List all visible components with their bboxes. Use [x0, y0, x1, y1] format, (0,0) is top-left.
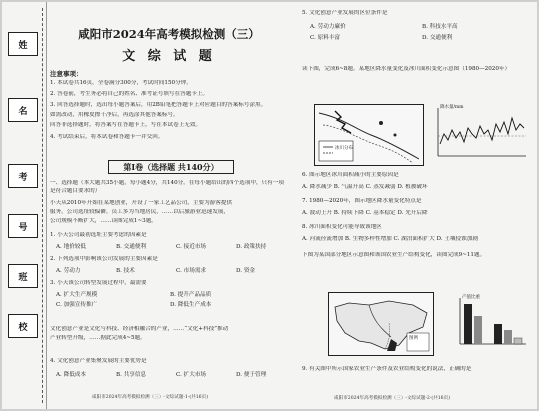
page-footer-right: 咸阳市2024年高考模拟检测（三）-文综试题-2-(共16页)	[334, 396, 450, 401]
q3-option-d: D. 降低生产成本	[170, 302, 212, 308]
note-line: 回答非选择题时，将答案写在答题卡上，写在本试卷上无效。	[50, 122, 202, 128]
right-column	[302, 6, 534, 408]
intro-line: 公司规模不断扩大，……读图完成1~3题。	[50, 218, 157, 224]
agriculture-bar-chart	[454, 294, 530, 354]
question-3: 3. 小天该公司转型发展过程中，最需要	[50, 280, 147, 286]
binding-cut-line	[42, 8, 43, 403]
question-2: 2. 下列选项中影响该公司发展的主要因素是	[50, 256, 158, 262]
passage-line: 文化创意产业是文化与科技、经济相融合的产业，……“文化+科技”推动	[50, 326, 229, 332]
q4-option-b: B. 共享信息	[116, 372, 147, 378]
binding-field-exam-1: 考	[8, 164, 38, 188]
exam-header: 咸阳市2024年高考模拟检测（三）	[78, 27, 260, 41]
q1-option-d: D. 政策扶持	[236, 244, 267, 250]
glacier-map-drawing	[315, 105, 423, 165]
q1-option-a: A. 地价较低	[56, 244, 86, 250]
question-8: 8. 冰川面积变化可能导致该地区	[302, 224, 382, 230]
intro-line: 一、选择题（本大题共35小题，每小题4分，共140分。在每小题给出的四个选项中，只有一项	[50, 180, 284, 186]
precipitation-chart	[430, 104, 530, 164]
binding-margin	[2, 2, 47, 409]
q3-option-b: B. 提升产品品质	[170, 292, 212, 298]
q5-option-d: D. 交通便利	[422, 35, 453, 41]
q5-option-b: B. 科技水平高	[422, 24, 458, 30]
left-column	[50, 8, 288, 408]
q4-option-a: A. 降低成本	[56, 372, 86, 378]
note-line: 1. 本试卷共16页。全卷满分300分，考试时间150分钟。	[50, 80, 192, 86]
precipitation-chart-drawing	[430, 104, 530, 164]
agriculture-chart-label: 产值比重	[462, 295, 480, 300]
figure-intro: 读下图，完成6~8题。某地区降水量变化及冰川面积变化示意图（1980—2020年）	[302, 66, 511, 72]
country-map-legend-label: 图例	[409, 336, 418, 341]
question-4: 4. 文化创意产业集聚发展的主要优势是	[50, 358, 147, 364]
q5-option-a: A. 劳动力廉价	[310, 24, 346, 30]
agriculture-bar-chart-drawing	[454, 294, 530, 354]
intro-line: 小天从2010年开始在某地创业，开设了一家工艺品公司，主要为游客提供	[50, 200, 233, 206]
question-9: 9. 有关图中所示国家农业生产条件及农业结构变化的说法，正确的是	[302, 366, 472, 372]
q3-option-c: C. 加强宣传推广	[56, 302, 98, 308]
binding-field-name-2: 名	[8, 98, 38, 122]
q2-option-d: D. 资金	[236, 268, 256, 274]
q1-option-c: C. 接近市场	[176, 244, 207, 250]
q1-option-b: B. 交通便利	[116, 244, 147, 250]
country-map-drawing	[329, 293, 433, 355]
binding-field-school: 校	[8, 314, 38, 338]
q2-option-c: C. 市场需求	[176, 268, 207, 274]
exam-subject: 文 综 试 题	[122, 49, 216, 64]
note-line: 2. 答卷前，考生务必将自己的姓名、准考证号填写在答题卡上。	[50, 91, 209, 97]
q2-option-a: A. 劳动力	[56, 268, 81, 274]
binding-field-class: 班	[8, 264, 38, 288]
q5-option-c: C. 原料丰富	[310, 35, 341, 41]
question-6: 6. 图示地区冰川面积减小的主要原因是	[302, 172, 399, 178]
question-1: 1. 小天公司最初选址主要考虑的因素是	[50, 232, 147, 238]
q7-options: A. 波动上升 B. 持续下降 C. 基本稳定 D. 先升后降	[302, 210, 428, 216]
q8-options: A. 河流径流增加 B. 生物多样性增加 C. 湖泊面积扩大 D. 土壤侵蚀加剧	[302, 236, 478, 242]
q6-options: A. 降水减少 B. 气温升高 C. 蒸发减弱 D. 植被破坏	[302, 184, 428, 190]
binding-field-name-1: 姓	[8, 32, 38, 56]
glacier-map-label: 冰川分布	[335, 146, 353, 151]
q4-option-c: C. 扩大市场	[176, 372, 207, 378]
exam-sheet	[2, 2, 537, 409]
intro-line: 服务。公司选址较偏僻，员工多为当地居民，……以后旅游业迅速发展，	[50, 209, 230, 215]
q4-option-d: D. 便于管理	[236, 372, 267, 378]
notes-heading: 注意事项：	[50, 70, 83, 78]
precipitation-chart-label: 降水量/mm	[440, 105, 464, 110]
intro-line: 是符合题目要求的）	[50, 188, 101, 194]
question-5: 5. 文化创意产业发展的区位条件是	[302, 10, 388, 16]
note-line: 3. 回答选择题时，选出每小题答案后，用2B铅笔把答题卡上对应题目的答案标号涂黑。	[50, 102, 267, 108]
passage-line: 产业转型升级，……据此完成4~5题。	[50, 335, 146, 341]
note-line: 如需改动，用橡皮擦干净后，再选涂其他答案标号。	[50, 112, 179, 118]
q3-option-a: A. 扩大生产规模	[56, 292, 98, 298]
note-line: 4. 考试结束后，将本试卷和答题卡一并交回。	[50, 134, 164, 140]
part-one-title: 第Ⅰ卷（选择题 共140分）	[108, 160, 234, 174]
question-7: 7. 1980—2020年，图示地区降水量变化特点是	[302, 198, 422, 204]
page-footer: 咸阳市2024年高考模拟检测（三）-文综试题-1-(共16页)	[92, 395, 208, 400]
binding-field-exam-2: 号	[8, 214, 38, 238]
glacier-map	[314, 104, 424, 166]
country-map	[328, 292, 434, 356]
figure-intro-2: 下图为某国部分地区示意图和该国农业生产结构变化，读图完成9~11题。	[302, 252, 486, 258]
q2-option-b: B. 技术	[116, 268, 135, 274]
